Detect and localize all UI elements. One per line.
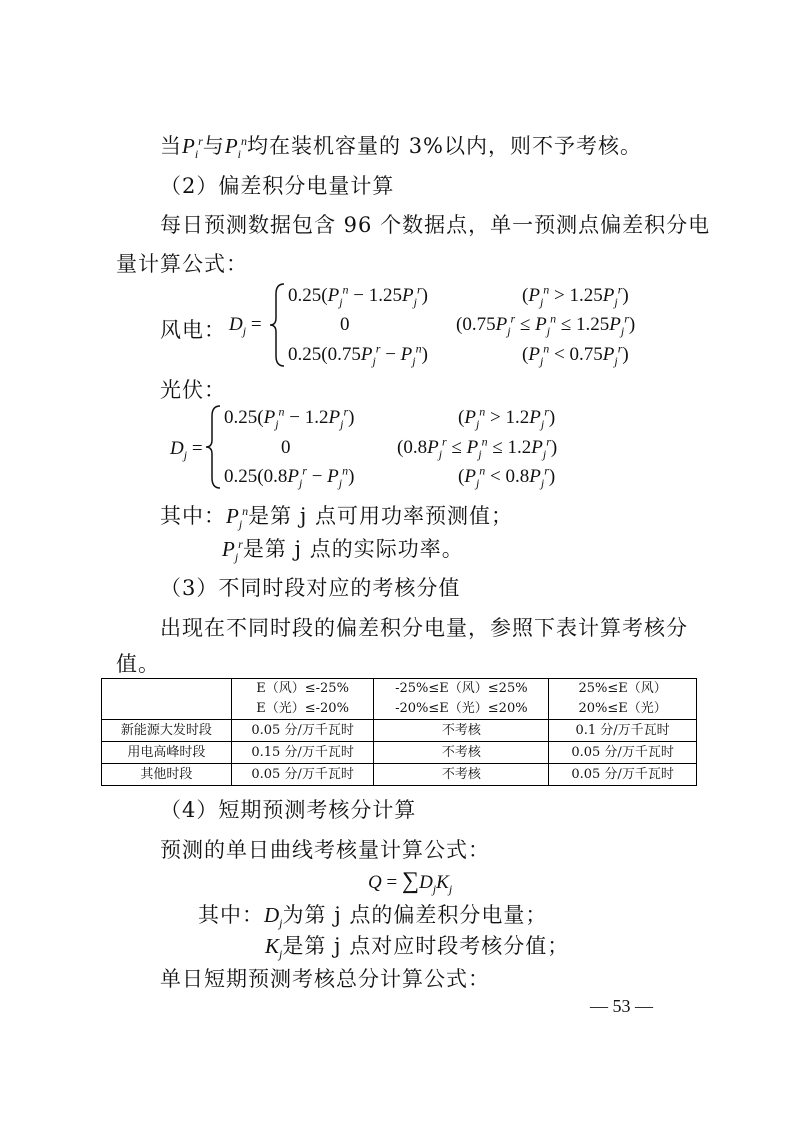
paragraph-line: 值。	[116, 652, 160, 676]
formula-row: $0.25(P_j^n - 1.2P_j^r)$	[224, 404, 355, 431]
page-number: — 53 —	[590, 996, 653, 1016]
table-cell: 0.15 分/万千瓦时	[231, 742, 374, 764]
math-k: $K_j$	[265, 934, 283, 962]
table-row	[102, 742, 697, 764]
wind-label: 风电：	[160, 318, 226, 342]
formula-cond: $(0.75P_j^r \le P_j^n \le 1.25P_j^r)$	[456, 311, 636, 338]
formula-row: $0.25(0.75P_j^r - P_j^n)$	[288, 341, 428, 368]
text: 是第 j 点的实际功率。	[242, 537, 464, 561]
table-cell: 不考核	[374, 720, 549, 742]
paragraph-line: 量计算公式：	[116, 252, 248, 276]
text: 当	[160, 134, 182, 158]
paragraph-line	[160, 132, 642, 160]
math-p-r: $P_j^r$	[222, 537, 243, 565]
paragraph-line: 预测的单日曲线考核量计算公式：	[160, 838, 490, 862]
section-heading: （2）偏差积分电量计算	[160, 174, 395, 198]
formula-row: 0	[281, 437, 291, 458]
table-cell	[102, 679, 232, 720]
pv-lhs: $D_j$ =	[170, 438, 203, 462]
math-p-r: $P_i^r$	[182, 134, 203, 162]
definition-line	[160, 502, 513, 530]
math-p-n: $P_j^n$	[226, 504, 249, 532]
text: 其中：	[160, 504, 226, 528]
text: 均在装机容量的 3%以内，则不予考核。	[247, 134, 643, 158]
formula-cond: $(P_j^n < 0.75P_j^r)$	[522, 341, 629, 368]
table-cell: 新能源大发时段	[102, 720, 232, 742]
table-row	[102, 764, 697, 786]
table-row	[102, 720, 697, 742]
brace-icon	[204, 404, 222, 490]
paragraph-line: 每日预测数据包含 96 个数据点，单一预测点偏差积分电	[160, 213, 711, 237]
formula-row: $0.25(0.8P_j^r - P_j^n)$	[224, 463, 355, 490]
text: 为第 j 点的偏差积分电量；	[282, 903, 548, 927]
text: 是第 j 点可用功率预测值；	[248, 504, 514, 528]
formula-row: 0	[340, 314, 350, 335]
text: 与	[202, 134, 225, 158]
q-formula: $Q = \sum D_jK_j$	[368, 868, 453, 896]
paragraph-line: 出现在不同时段的偏差积分电量，参照下表计算考核分	[160, 616, 688, 640]
definition-line	[198, 901, 547, 929]
definition-line	[265, 932, 569, 960]
pv-label: 光伏：	[160, 378, 226, 402]
table-cell: 0.05 分/万千瓦时	[549, 742, 697, 764]
math-p-n: $P_i^n$	[224, 134, 248, 162]
table-cell: 不考核	[374, 742, 549, 764]
formula-cond: $(P_j^n > 1.2P_j^r)$	[458, 404, 556, 431]
section-heading: （3）不同时段对应的考核分值	[160, 576, 461, 600]
table-cell: 0.05 分/万千瓦时	[549, 764, 697, 786]
table-cell: 0.1 分/万千瓦时	[549, 720, 697, 742]
table-cell: E（风）≤-25% E（光）≤-20%	[231, 679, 374, 720]
table-cell: -25%≤E（风）≤25% -20%≤E（光）≤20%	[374, 679, 549, 720]
text: 是第 j 点对应时段考核分值；	[282, 934, 570, 958]
formula-cond: $(P_j^n < 0.8P_j^r)$	[458, 463, 556, 490]
paragraph-line: 单日短期预测考核总分计算公式：	[160, 967, 490, 991]
wind-lhs: $D_j$ =	[229, 314, 262, 338]
section-heading: （4）短期预测考核分计算	[160, 798, 417, 822]
table-cell: 0.05 分/万千瓦时	[231, 720, 374, 742]
score-table	[101, 678, 697, 786]
definition-line	[222, 535, 464, 563]
text: 其中：	[198, 903, 264, 927]
brace-icon	[268, 282, 286, 368]
math-d: $D_j$	[264, 903, 283, 931]
table-cell: 其他时段	[102, 764, 232, 786]
formula-cond: $(P_j^n > 1.25P_j^r)$	[522, 282, 629, 309]
table-cell: 用电高峰时段	[102, 742, 232, 764]
table-header-row	[102, 679, 697, 720]
formula-row: $0.25(P_j^n - 1.25P_j^r)$	[288, 282, 428, 309]
formula-cond: $(0.8P_j^r \le P_j^n \le 1.2P_j^r)$	[397, 434, 558, 461]
table-cell: 25%≤E（风） 20%≤E（光）	[549, 679, 697, 720]
table-cell: 不考核	[374, 764, 549, 786]
table-cell: 0.05 分/万千瓦时	[231, 764, 374, 786]
